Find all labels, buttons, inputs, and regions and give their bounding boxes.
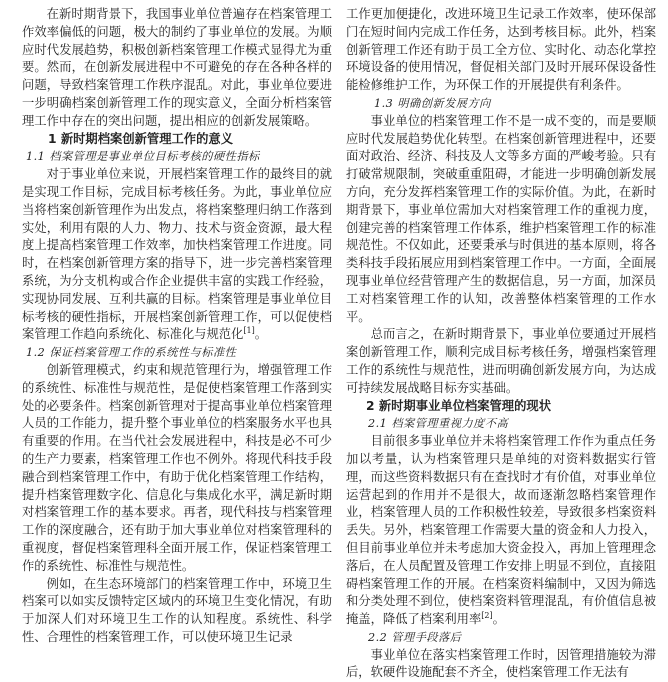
paragraph-1-2b: 例如，在生态环境部门的档案管理工作中，环境卫生档案可以如实反馈特定区域内的环境卫生变化情况，有助于加深人们对环境卫生工作的认知程度。系统性、科学性、合理性的档案管理工作，可以使环境卫生记录 xyxy=(22,576,332,644)
subsection-1-3-heading: 1.3 明确创新发展方向 xyxy=(374,96,491,110)
subsection-1-1-heading: 1.1 档案管理是事业单位目标考核的硬性指标 xyxy=(26,150,260,164)
citation-2: [2] xyxy=(481,611,493,620)
subsection-2-2-heading: 2.2 管理手段落后 xyxy=(368,630,462,644)
paragraph-2-1 xyxy=(346,433,656,629)
paragraph-1-3b: 总而言之，在新时期背景下，事业单位要通过开展档案创新管理工作，顺利完成目标考核任务，增强档案管理工作的系统性与规范性，进而明确创新发展方向，为达成可持续发展战略目标夯实基础。 xyxy=(346,327,656,395)
citation-1: [1] xyxy=(243,326,255,336)
intro-paragraph: 在新时期背景下，我国事业单位普遍存在档案管理工作效率偏低的问题，极大的制约了事业单位的发展。为顺应时代发展趋势，积极创新档案管理工作模式显得尤为重要。然而，在创新发展进程中不可避免的存在各种各样的问题，导致档案管理工作秩序混乱。对此，事业单位要进一步明确档案创新管理工作的现实意义，全面分析档案管理工作中存在的突出问题，提出相应的创新发展策略。 xyxy=(22,7,332,128)
paragraph-1-1 xyxy=(22,166,332,344)
subsection-1-2-heading: 1.2 保证档案管理工作的系统性与标准性 xyxy=(26,346,237,360)
paragraph-2-1-text: 目前很多事业单位并未将档案管理工作作为重点任务加以考量，认为档案管理只是单纯的对资料数据实行管理，而这些资料数据只有在查找时才有价值，对事业单位运营起到的作用并不是很大，故而逐渐忽略档案管理作业，档案管理人员的工作积极性较差，导致很多档案资料丢失。另外，档案管理工作需要大量的资金和人力投入，但目前事业单位并未考虑加大资金投入，再加上管理理念落后，在人员配置及管理工作安排上明显不到位，直接阻碍档案管理工作的开展。在档案资料编制中，又因为筛选和分类处理不到位，使档案资料管理混乱，有价值信息被掩盖，降低了档案利用率 xyxy=(346,434,656,627)
paragraph-1-1-end: 。 xyxy=(254,327,268,342)
section-1-heading: 1 新时期档案创新管理工作的意义 xyxy=(48,131,233,146)
right-column xyxy=(346,6,656,680)
paragraph-2-2: 事业单位在落实档案管理工作时，因管理措施较为滞后，软硬件设施配套不齐全，使档案管理工作无法有 xyxy=(346,647,656,680)
paragraph-1-1-text: 对于事业单位来说，开展档案管理工作的最终目的就是实现工作目标，完成目标考核任务。为此，事业单位应当将档案创新管理作为出发点，将档案整理归纳工作落到实处，利用有限的人力、物力、技术与资金资源，最大程度上提高档案管理工作效率，加快档案管理工作进度。同时，在档案创新管理方案的指导下，进一步完善档案管理系统，为分支机构或合作企业提供丰富的实践工作经验，实现协同发展、互利共赢的目标。档案管理是事业单位目标考核的硬性指标，开展档案创新管理工作，可以促使档案管理工作趋向系统化、标准化与规范化 xyxy=(22,167,332,342)
paragraph-1-3a: 事业单位的档案管理工作不是一成不变的，而是要顺应时代发展趋势优化转型。在档案创新管理进程中，还要面对政治、经济、科技及人文等多方面的严峻考验。只有打破常规限制，突破重重阻碍，才能进一步明确创新发展方向，充分发挥档案管理工作的实际价值。为此，在新时期背景下，事业单位需加大对档案管理工作的重视力度，创建完善的档案管理工作体系，维护档案管理工作的标准规范性。不仅如此，还要秉承与时俱进的基本原则，将各类科技手段拓展应用到档案管理工作中。一方面，全面展现事业单位经营管理产生的数据信息，另一方面，加深员工对档案管理工作的认知，改善整体档案管理的工作水平。 xyxy=(346,113,656,324)
continued-paragraph: 工作更加便捷化，改进环境卫生记录工作效率，使环保部门在短时间内完成工作任务，达到考核目标。此外，档案创新管理工作还有助于员工全方位、实时化、动态化掌控环境设备的使用情况，督促相关部门及时开展环保设备性能检修维护工作，为环保工作的开展提供有利条件。 xyxy=(346,7,656,93)
left-column xyxy=(22,6,332,670)
section-2-heading: 2 新时期事业单位档案管理的现状 xyxy=(366,398,551,413)
paragraph-1-2a: 创新管理模式，约束和规范管理行为，增强管理工作的系统性、标准性与规范性，是促使档案管理工作落到实处的必要条件。档案创新管理对于提高事业单位档案管理人员的工作能力，提升整个事业单位的档案服务水平也具有重要的作用。在当代社会发展进程中，科技是必不可少的生产力要素，档案管理工作也不例外。将现代科技手段融合到档案管理工作中，有助于优化档案管理工作结构，提升档案管理数字化、信息化与集成化水平，满足新时期对档案管理工作的基本要求。再者，现代科技与档案管理工作的深度融合，还有助于加大事业单位对档案管理科的重视度，督促档案管理科全面开展工作，保证档案管理工作的系统性、标准性与规范性。 xyxy=(22,362,332,573)
subsection-2-1-heading: 2.1 档案管理重视力度不高 xyxy=(368,417,509,431)
paragraph-2-1-end: 。 xyxy=(492,612,505,627)
